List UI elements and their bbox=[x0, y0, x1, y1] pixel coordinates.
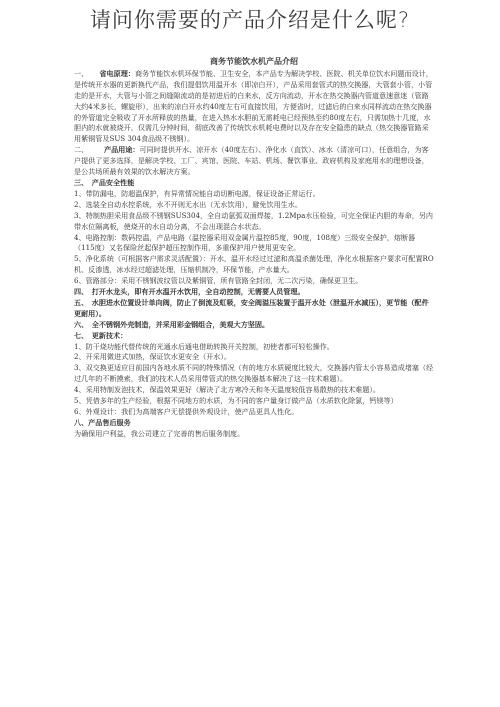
list-item: 4、电路控制：数码控温，产品电路（温控器采用双金属片温控85度，90度，108度）三级安全保护，熔断器（115度）又名保险丝起保护超压控制作用，多重保护用户使用更安全。 bbox=[74, 232, 416, 253]
section-3-heading: 三、 产品安全性能 bbox=[74, 177, 135, 187]
product-document bbox=[74, 56, 434, 440]
list-item: 2、开采用微进式加热，保证饮水更安全（开水）。 bbox=[74, 352, 232, 362]
list-item: 5、净化系统（可根据客户需求灵活配置）：开水，温开水经过过滤和高温杀菌处理，净化水根据客户要求可配置RO机、反渗透，冰水经过超滤处理，压缩机制冷，环保节能，产水量大。 bbox=[74, 254, 434, 275]
section-4: 四、 打开水龙头，即有开水温开水饮用，全自动控制，无需要人员管理。 bbox=[74, 287, 305, 297]
section-2-heading: 产品用途： bbox=[103, 145, 140, 155]
section-7-heading: 七、 更新技术： bbox=[74, 330, 128, 340]
section-6: 六、 全不锈钢外壳制造，并采用彩金钢组合，美观大方坚固。 bbox=[74, 319, 270, 329]
list-item: 4、采用特制发泡技术，保温效果更好（解决了北方寒冷天和冬天温度较低容易散热的技术难题）。 bbox=[74, 385, 380, 395]
question-heading: 请问你需要的产品介绍是什么呢? bbox=[89, 8, 411, 32]
list-item: 1、带防漏电，防超温保护，有异常情况能自动切断电源，保证设备正常运行。 bbox=[74, 188, 320, 198]
section-5: 五、 水胆进水位置设计单向阀，防止了倒流及虹吸，安全阀溢压装置于温开水处（泄温开水减压），更节能（配件更耐用）。 bbox=[74, 297, 429, 318]
section-8-body: 为确保用户利益，我公司建立了完善的售后服务制度。 bbox=[74, 428, 245, 438]
section-1-number: 一、 bbox=[74, 68, 89, 78]
list-item: 1、防干烧功能代替传统的光通水后通电借助转换开关控制，初使者都可轻松操作。 bbox=[74, 341, 334, 351]
list-item: 6、外观设计：我们为高端客户无偿提供外观设计，使产品更具人性化。 bbox=[74, 407, 299, 416]
section-8-heading: 八、产品售后服务 bbox=[74, 417, 131, 427]
section-2-number: 二、 bbox=[74, 145, 89, 155]
list-item: 5、凭借多年的生产经验，根据不同地方的水质，为不同的客户量身订做产品（水质软化除氯，钙镁等） bbox=[74, 396, 398, 406]
section-2-body: 可同时提供开水、凉开水（40度左右）、净化水（直饮）、冰水（清凉可口），任意组合，为客户提供了更多选择，是解决学校、工厂、宾馆、医院、车站、机场、餐饮事业、政府机构及家庭用水的理想设备，是公共场所最有效果的饮水解决方案。 bbox=[74, 145, 429, 177]
section-1-body: 商务节能饮水机环保节能、卫生安全，本产品专为解决学校、医院、机关单位饮水问题而设计，是传统开水器的更新换代产品，我们提倡饮用温开水（即凉白开），产品采用套管式的热交换器，大管套小管，小管走的是开水，大管与小管之间缝隙流动的是初进后的白来水，反方向流动，开水在热交换器内管道意速意迷（管路大约4米多长，螺旋形），出来的凉白开水约40度左右可直接饮用，方便省时，过滤后的白来水同样流动在热交换器的外管道完全吸收了开水所释放的热量，在进入热水水胆前无需耗电已经预热至约80度左右，只需加热十几度，水胆内的水就被烧开，仅需几分钟时间，彻底改善了传统饮水机耗电费时以及存在安全隐患的缺点（热交换器管路采用紫铜管及SUS 304食品级不锈钢）。 bbox=[74, 68, 433, 144]
list-item: 2、选装全自动水控系统，水不开则无水出（无水饮用），避免饮用生水。 bbox=[74, 199, 302, 209]
list-item: 3、双交换更适应目前国内各地水质不同的特殊情况（有的地方水质硬度比较大，交换器内管太小容易造成堵塞（经过几年的不断摸索，我们的技术人员采用带管式的热交换器基本解决了这一技术难题）。 bbox=[74, 363, 434, 384]
list-item: 6、管路部分：采用不锈钢波纹管以及紫铜管，所有管路全封闭，无二次污染，确保更卫生。 bbox=[74, 276, 363, 286]
section-2 bbox=[74, 145, 434, 178]
section-1-heading: 省电原理： bbox=[99, 68, 135, 78]
list-item: 3、特制热胆采用食品级不锈钢SUS304，全自动氩弧双面焊接，1.2Mpa水压检验，可完全保证内胆的寿命，另内带水位隔离板，使烧开的水自动分离，不会出现混合水状态。 bbox=[74, 210, 434, 231]
section-1 bbox=[74, 69, 434, 145]
document-title: 商务节能饮水机产品介绍 bbox=[210, 56, 298, 66]
